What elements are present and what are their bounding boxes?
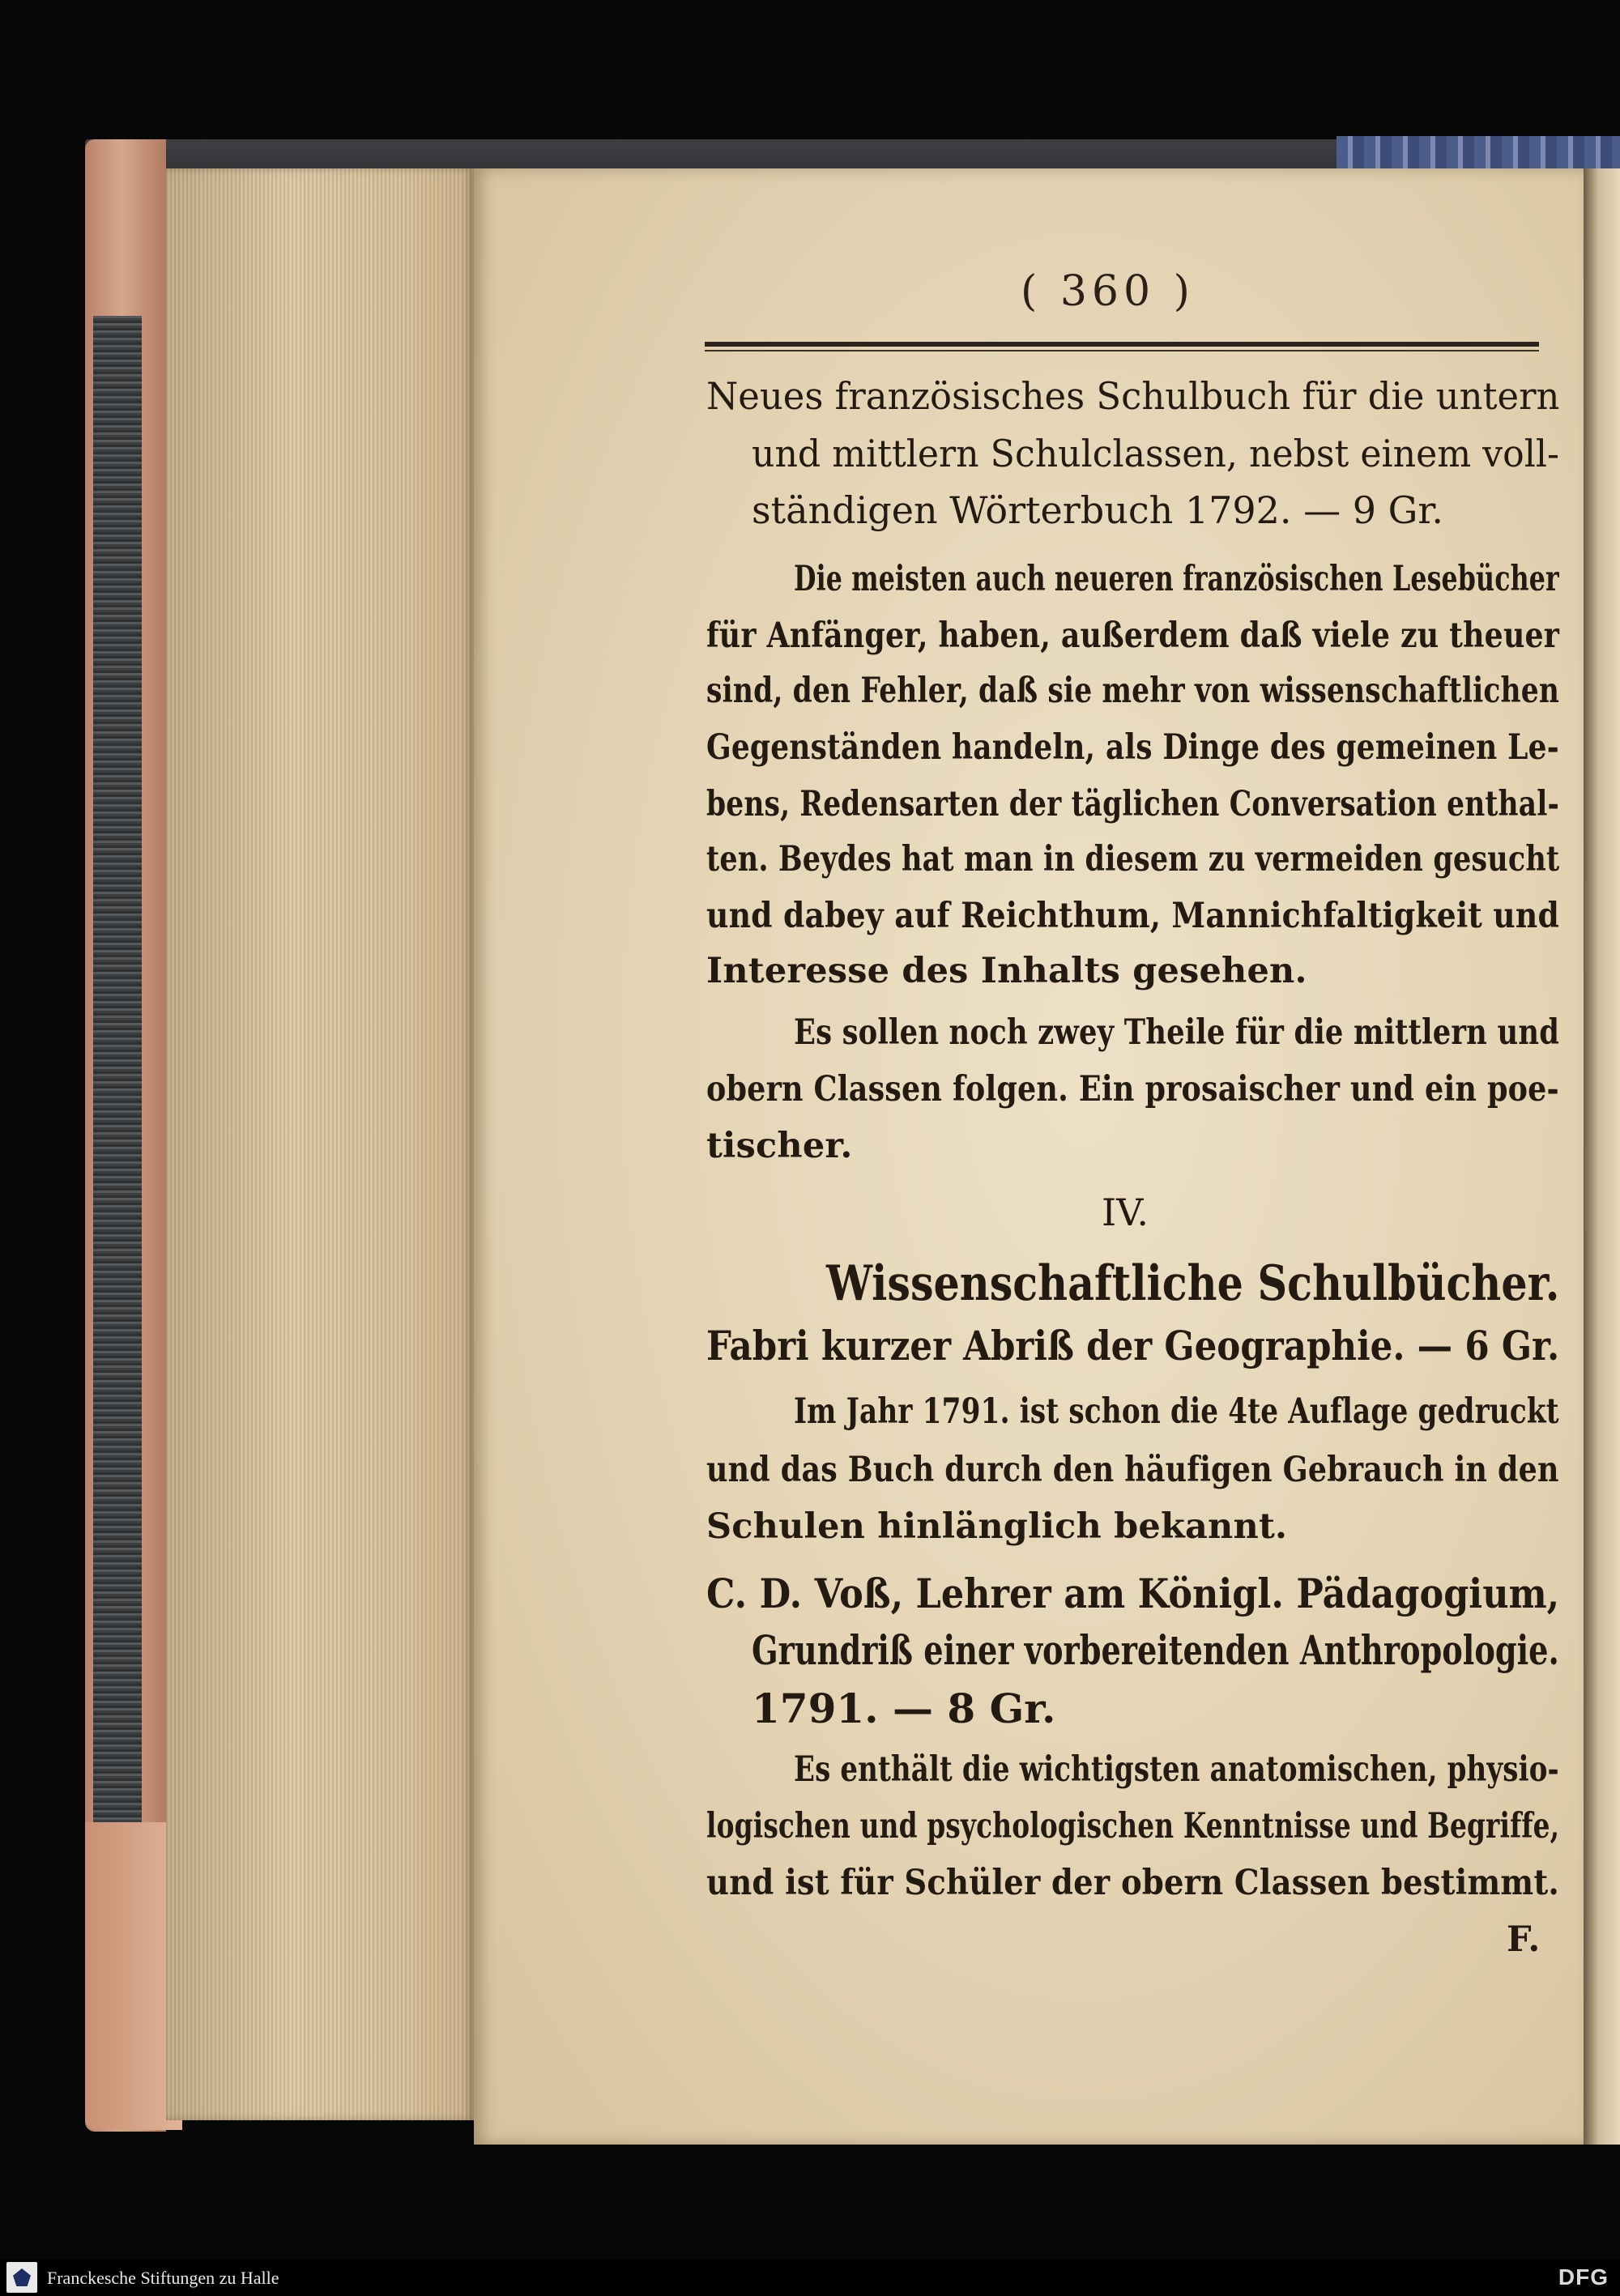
catchword: F. (1507, 1919, 1541, 1960)
dfg-logo: DFG (1558, 2264, 1609, 2290)
text-line: und mittlern Schulclassen, nebst einem voll- (752, 432, 1559, 475)
text-line: ten. Beydes hat man in diesem zu vermeiden gesucht (706, 839, 1560, 880)
text-line: und das Buch durch den häufigen Gebrauch in den (706, 1450, 1559, 1490)
text-line: Es enthält die wichtigsten anatomischen, physio- (794, 1749, 1559, 1790)
institution-seal-icon (6, 2262, 37, 2293)
institution-name: Franckesche Stiftungen zu Halle (47, 2268, 279, 2288)
section-number: IV. (1102, 1191, 1149, 1234)
text-line: und ist für Schüler der obern Classen bestimmt. (706, 1863, 1559, 1903)
text-line: Interesse des Inhalts gesehen. (706, 951, 1307, 991)
book-entry-title: Fabri kurzer Abriß der Geographie. — 6 Gr. (706, 1322, 1560, 1370)
book-entry-title: 1791. — 8 Gr. (752, 1685, 1056, 1732)
text-line: sind, den Fehler, daß sie mehr von wissenschaftlichen (706, 671, 1560, 711)
header-rule (705, 342, 1539, 347)
text-line: Neues französisches Schulbuch für die untern (706, 374, 1560, 418)
book-board-marbled (93, 316, 142, 1822)
next-page-margin (1594, 324, 1620, 486)
book-entry-title: C. D. Voß, Lehrer am Königl. Pädagogium, (706, 1570, 1560, 1617)
text-line: logischen und psychologischen Kenntnisse und Begriffe, (706, 1806, 1560, 1847)
text-line: ständigen Wörterbuch 1792. — 9 Gr. (752, 488, 1443, 532)
text-line: und dabey auf Reichthum, Mannichfaltigkeit und (706, 896, 1560, 936)
text-line: für Anfänger, haben, außerdem daß viele zu theuer (706, 616, 1560, 656)
text-line: bens, Redensarten der täglichen Conversation enthal- (706, 784, 1559, 824)
text-line: obern Classen folgen. Ein prosaischer und ein poe- (706, 1069, 1559, 1110)
section-heading: Wissenschaftliche Schulbücher. (826, 1255, 1560, 1312)
header-rule-thin (705, 350, 1539, 351)
page-number: ( 360 ) (1021, 267, 1195, 316)
text-line: Gegenständen handeln, als Dinge des gemeinen Le- (706, 727, 1559, 768)
text-line: Im Jahr 1791. ist schon die 4te Auflage gedruckt (794, 1391, 1559, 1432)
book-entry-title: Grundriß einer vorbereitenden Anthropologie. (752, 1626, 1559, 1674)
page-edges-stack (166, 168, 474, 2120)
text-line: Schulen hinlänglich bekannt. (706, 1506, 1288, 1547)
text-line: Es sollen noch zwey Theile für die mittlern und (794, 1012, 1560, 1053)
text-line: Die meisten auch neueren französischen Lesebücher (794, 559, 1559, 599)
text-line: tischer. (706, 1126, 853, 1166)
